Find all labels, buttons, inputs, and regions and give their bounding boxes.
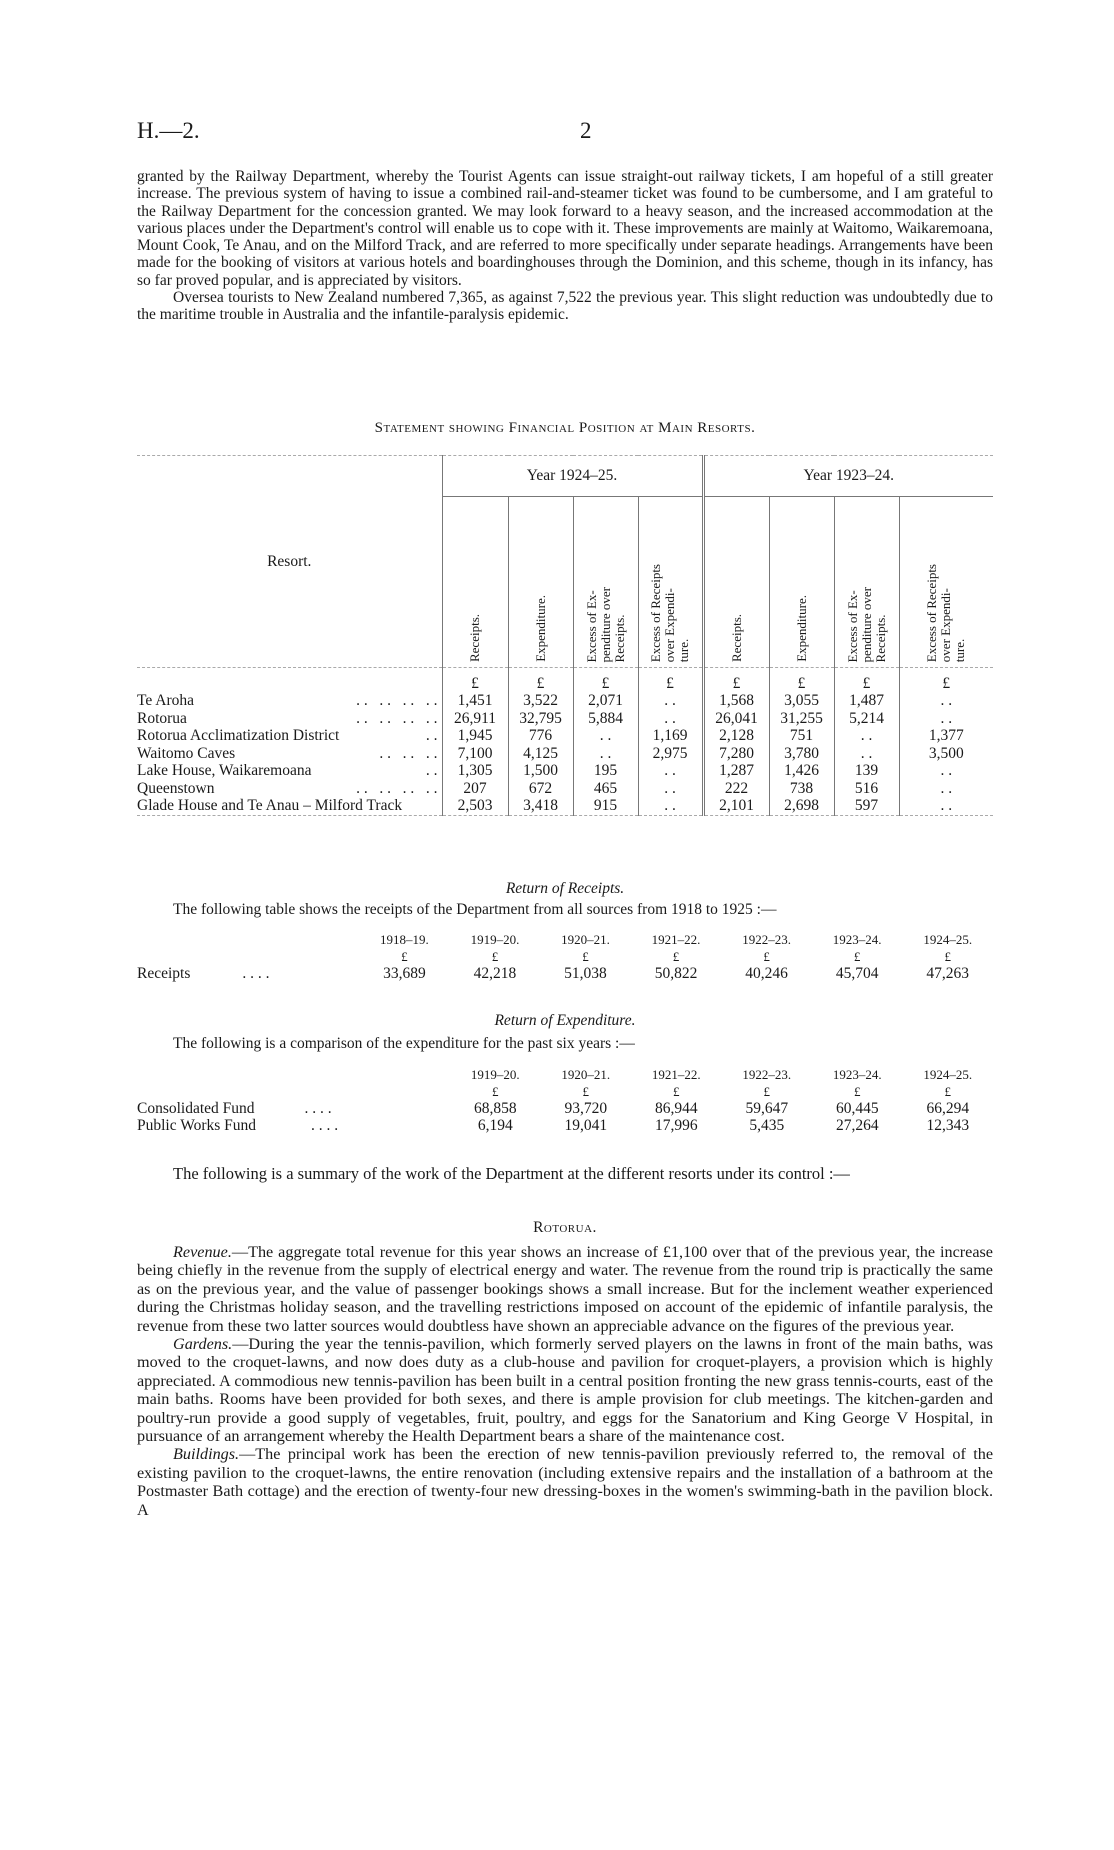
resort-name: Rotorua Acclimatization District: [137, 727, 340, 744]
table-cell: 7,280: [703, 745, 769, 763]
resort-row: [137, 692, 993, 710]
resort-row: [137, 710, 993, 728]
table-cell: 1,305: [442, 762, 508, 780]
table-cell: 1,377: [928, 727, 964, 744]
resort-name: Lake House, Waikaremoana: [137, 762, 312, 779]
table-cell: 32,795: [508, 710, 573, 728]
intro-paragraph-1: granted by the Railway Department, whereby the Tourist Agents can issue straight-out railway tickets, I am hopeful of a still greater increase. The previous system of having to issue a combined rail-and-steamer ticket was found to be cumbersome, and I am grateful to the Railway Department for the concession granted. We may look forward to a heavy season, and the increased accommodation at the various places under the Department's control will enable us to cope with it. These improvements are mainly at Waitomo, Waikaremoana, Mount Cook, Te Anau, and on the Milford Track, and are referred to more specifically under separate headings. Arrangements have been made for the booking of visitors at various hotels and boardinghouses through the Dominion, and this scheme, though in its infancy, has so far proved popular, and is appreciated by visitors.: [137, 168, 993, 289]
resort-column-header: Resort.: [137, 456, 442, 668]
table-cell: . .: [940, 692, 953, 709]
leader-dots: . .: [425, 762, 438, 779]
consolidated-fund-row: Consolidated Fund . . . . 68,858 93,720 86,944 59,647 60,445 66,294: [137, 1100, 970, 1117]
excess-receipts-col-a: Excess of Receipts over Expendi- ture.: [638, 497, 703, 668]
table-cell: 3,418: [508, 797, 573, 815]
table-cell: 1,287: [703, 762, 769, 780]
table-cell: . .: [638, 692, 703, 710]
receipts-row: Receipts . . . . 33,689 42,218 51,038 50,822 40,246 45,704 47,263: [137, 965, 970, 982]
report-code: H.—2.: [137, 118, 200, 143]
table-cell: 31,255: [769, 710, 834, 728]
expenditure-col-a: Expenditure.: [508, 497, 573, 668]
intro-paragraph-2: Oversea tourists to New Zealand numbered 7,365, as against 7,522 the previous year. This slight reduction was undoubtedly due to the maritime trouble in Australia and the infantile-paralysis epidemic.: [137, 289, 993, 324]
table-cell: . .: [834, 727, 899, 745]
excess-receipts-col-b: Excess of Receipts over Expendi- ture.: [924, 563, 968, 662]
table-cell: 195: [573, 762, 638, 780]
gardens-label: Gardens.: [173, 1335, 233, 1354]
resorts-financial-table: [137, 455, 993, 816]
resort-row: [137, 797, 993, 815]
public-works-fund-row: Public Works Fund . . . . 6,194 19,041 17,996 5,435 27,264 12,343: [137, 1117, 970, 1134]
table-cell: 1,500: [508, 762, 573, 780]
expenditure-heading: Return of Expenditure.: [494, 1012, 636, 1029]
expenditure-table: 1919–20. 1920–21. 1921–22. 1922–23. 1923–24. 1924–25. £ £ £ £ £ £ Consolidated Fund . . . . 68,858 93,720 86,944 59,647 60,445 66,294 Public Works Fund . . . . 6,194 19,041 17,996 5,435 27,264 12,343: [137, 1066, 993, 1134]
receipts-col-a: Receipts.: [442, 497, 508, 668]
table-cell: . .: [573, 745, 638, 763]
table-cell: . .: [638, 780, 703, 798]
statement-title: Statement showing Financial Position at Main Resorts.: [374, 420, 756, 436]
resort-row: [137, 762, 993, 780]
revenue-label: Revenue.: [173, 1243, 232, 1261]
table-cell: 2,975: [638, 745, 703, 763]
currency-row: £ £ £ £ £ £ £ £: [137, 668, 993, 693]
resort-name: Glade House and Te Anau – Milford Track: [137, 797, 403, 814]
table-cell: . .: [638, 797, 703, 815]
table-cell: 465: [573, 780, 638, 798]
table-cell: 597: [834, 797, 899, 815]
leader-dots: . . . . . . . .: [356, 692, 438, 709]
table-cell: 207: [442, 780, 508, 798]
resort-name: Rotorua: [137, 709, 187, 727]
table-cell: . .: [638, 762, 703, 780]
table-cell: . .: [638, 710, 703, 728]
table-cell: 776: [508, 727, 573, 745]
table-cell: 5,884: [573, 710, 638, 728]
table-cell: 2,128: [703, 727, 769, 745]
table-cell: 26,911: [442, 710, 508, 728]
expenditure-col-b: Expenditure.: [769, 497, 834, 668]
table-cell: 2,698: [769, 797, 834, 815]
table-cell: 7,100: [442, 745, 508, 763]
receipts-heading: Return of Receipts.: [505, 880, 625, 897]
resort-name: Queenstown: [137, 779, 215, 797]
table-cell: 915: [573, 797, 638, 815]
table-cell: 3,780: [769, 745, 834, 763]
excess-expenditure-col-b: Excess of Ex- penditure over Receipts.: [834, 497, 899, 668]
table-cell: 139: [834, 762, 899, 780]
year-1924-25-header: Year 1924–25.: [442, 456, 703, 497]
year-1923-24-header: Year 1923–24.: [703, 456, 993, 497]
resort-name: Waitomo Caves: [137, 744, 236, 762]
buildings-label: Buildings.: [173, 1445, 240, 1464]
rotorua-section: [137, 1243, 993, 1519]
excess-expenditure-col-a: Excess of Ex- penditure over Receipts.: [573, 497, 638, 668]
table-cell: 738: [769, 780, 834, 798]
table-cell: 26,041: [703, 710, 769, 728]
table-cell: 3,500: [928, 744, 964, 762]
resort-row: [137, 727, 993, 745]
table-cell: 1,487: [834, 692, 899, 710]
table-cell: 222: [703, 780, 769, 798]
table-cell: 751: [769, 727, 834, 745]
table-cell: 4,125: [508, 745, 573, 763]
intro-section: [137, 168, 993, 324]
leader-dots: . . . . . .: [379, 744, 438, 762]
gardens-paragraph: Gardens.—During the year the tennis-pavilion, which formerly served players on the lawns in front of the main baths, was moved to the croquet-lawns, and now does duty as a club-house and pavilion for croquet-players, a provision which is highly appreciated. A commodious new tennis-pavilion has been built in a central position fronting the new grass tennis-courts, east of the main baths. Rooms have been provided for both sexes, and there is ample provision for club meetings. The kitchen-garden and poultry-run provide a good supply of vegetables, fruit, poultry, and eggs for the Sanatorium and King George V Hospital, in pursuance of an arrangement whereby the Health Department bears a share of the maintenance cost.: [137, 1335, 993, 1446]
revenue-paragraph: Revenue.—The aggregate total revenue for this year shows an increase of £1,100 over that of the previous year, the increase being chiefly in the revenue from the supply of electrical energy and water. The revenue from the round trip is practically the same as on the previous year, and the value of passenger bookings shows a small increase. But for the inclement weather experienced during the Christmas holiday season, and the travelling restrictions imposed on account of the epidemic of infantile paralysis, the revenue from these two latter sources would doubtless have shown an appreciable advance on the figures of the previous year.: [137, 1243, 993, 1335]
table-cell: . .: [940, 709, 953, 727]
rotorua-heading: Rotorua.: [533, 1219, 597, 1236]
table-cell: 672: [508, 780, 573, 798]
resort-row: [137, 780, 993, 798]
table-cell: 1,568: [703, 692, 769, 710]
leader-dots: . .: [425, 727, 438, 744]
table-cell: 3,055: [769, 692, 834, 710]
table-cell: . .: [940, 797, 953, 814]
receipts-intro: The following table shows the receipts of the Department from all sources from 1918 to 1925 :—: [173, 901, 777, 918]
receipts-col-b: Receipts.: [703, 497, 769, 668]
table-cell: . .: [834, 745, 899, 763]
page-number: 2: [580, 118, 592, 143]
table-cell: . .: [940, 779, 953, 797]
resort-row: [137, 745, 993, 763]
table-cell: . .: [940, 762, 953, 779]
table-cell: . .: [573, 727, 638, 745]
table-cell: 1,451: [442, 692, 508, 710]
expenditure-intro: The following is a comparison of the expenditure for the past six years :—: [173, 1035, 635, 1052]
resort-name: Te Aroha: [137, 692, 195, 709]
receipts-table: 1918–19. 1919–20. 1920–21. 1921–22. 1922–23. 1923–24. 1924–25. £ £ £ £ £ £ £ Receipts . . . . 33,689 42,218 51,038 50,822 40,246 45,704 47,263: [137, 931, 993, 982]
table-cell: 1,426: [769, 762, 834, 780]
table-cell: 516: [834, 780, 899, 798]
table-cell: 3,522: [508, 692, 573, 710]
buildings-paragraph: Buildings.—The principal work has been the erection of new tennis-pavilion previously referred to, the removal of the existing pavilion to the croquet-lawns, the entire renovation (including extensive repairs and the installation of a bathroom at the Postmaster Bath cottage) and the erection of twenty-four new dressing-boxes in the women's swimming-bath in the pavilion block. A: [137, 1445, 993, 1519]
summary-intro: The following is a summary of the work of the Department at the different resorts under its control :—: [173, 1164, 850, 1183]
leader-dots: . . . . . . . .: [356, 779, 438, 797]
table-cell: 2,071: [573, 692, 638, 710]
table-cell: 1,945: [442, 727, 508, 745]
table-cell: 5,214: [834, 710, 899, 728]
table-cell: 2,101: [703, 797, 769, 815]
table-cell: 2,503: [442, 797, 508, 815]
table-cell: 1,169: [638, 727, 703, 745]
leader-dots: . . . . . . . .: [356, 709, 438, 727]
receipts-label: Receipts: [137, 965, 191, 982]
